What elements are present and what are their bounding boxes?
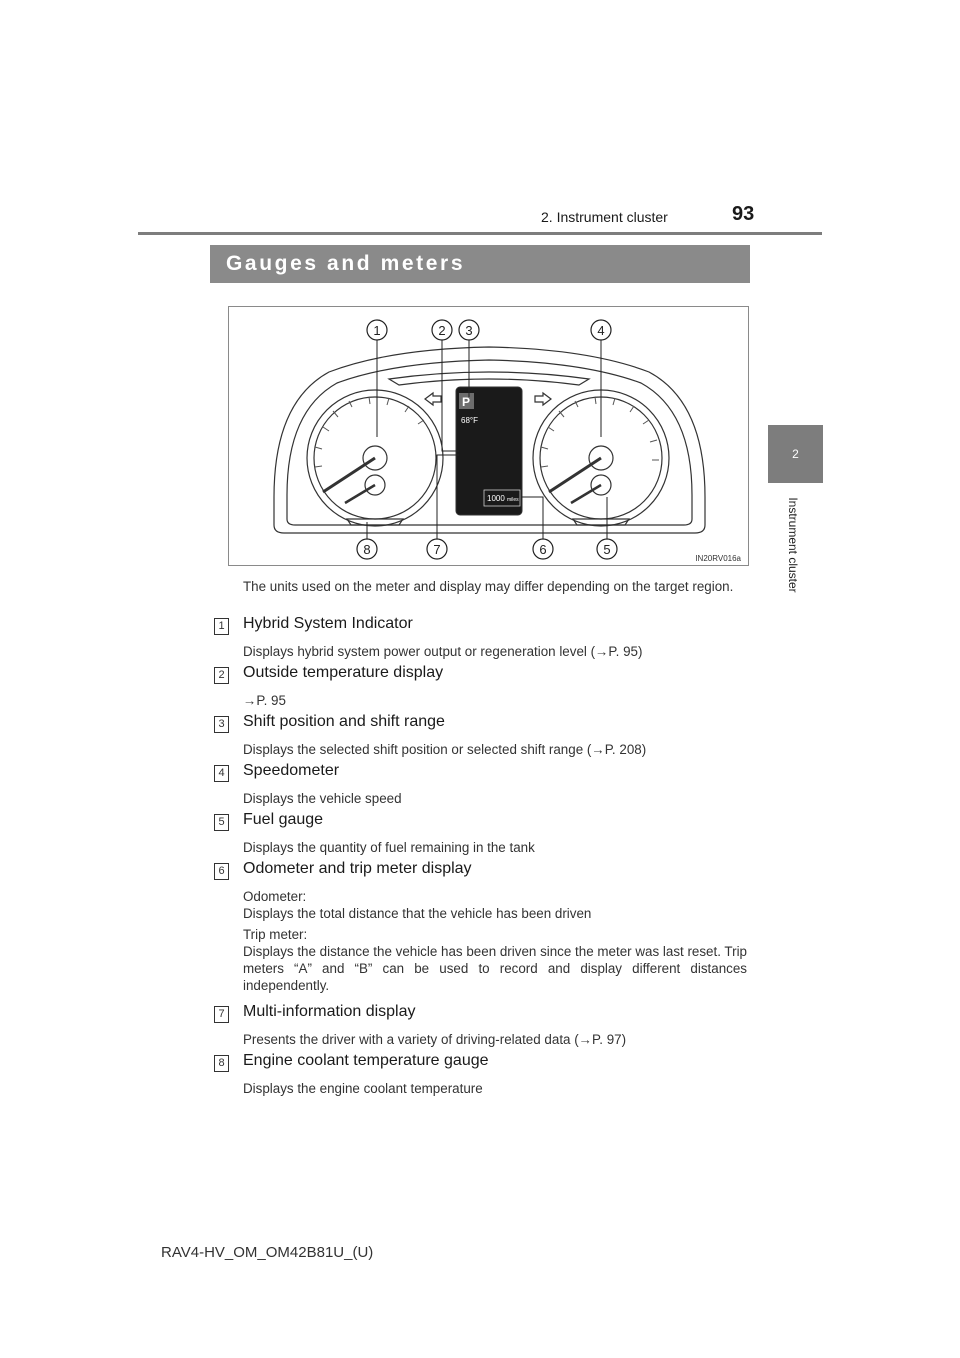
item-description-line: Displays the distance the vehicle has been driven since the meter was last reset. Trip meters “A” and “B” can be used to record and display different distances independently.: [243, 944, 747, 993]
display-odometer-text: 1000: [487, 494, 505, 503]
item-description-line: Displays the engine coolant temperature: [243, 1081, 483, 1096]
item-number-badge: 6: [214, 863, 229, 880]
item-description-line: Odometer:: [243, 889, 307, 904]
item-description: [243, 790, 747, 807]
item-description-line: Presents the driver with a variety of driving-related data (→P. 97): [243, 1032, 627, 1047]
item-title: Odometer and trip meter display: [243, 860, 472, 877]
item-title: Speedometer: [243, 762, 340, 779]
callout-3: 3: [465, 323, 473, 338]
header-rule: [138, 232, 822, 235]
item-description: [243, 643, 747, 660]
item-number-badge: 7: [214, 1006, 229, 1023]
image-code: IN20RV016a: [695, 554, 741, 563]
display-temp-text: 68°F: [461, 416, 478, 425]
item-description-line: Displays the selected shift position or selected shift range (→P. 208): [243, 742, 647, 757]
section-header: 2. Instrument cluster: [541, 209, 668, 225]
callout-6: 6: [539, 542, 547, 557]
item-description-line: Displays hybrid system power output or regeneration level (→P. 95): [243, 644, 643, 659]
item-number-badge: 1: [214, 618, 229, 635]
callout-8: 8: [363, 542, 371, 557]
item-description-line: Trip meter:: [243, 927, 308, 942]
chapter-number: 2: [792, 447, 799, 461]
item-description: [243, 692, 747, 709]
page-number: 93: [732, 203, 755, 225]
item-description: [243, 1080, 747, 1097]
item-description-line: Displays the total distance that the vehicle has been driven: [243, 906, 592, 921]
item-description-line: →P. 95: [243, 693, 286, 708]
display-shift-text: P: [462, 395, 471, 409]
units-note: The units used on the meter and display may differ depending on the target region.: [243, 579, 734, 594]
manual-code: RAV4-HV_OM_OM42B81U_(U): [161, 1244, 374, 1261]
item-number-badge: 4: [214, 765, 229, 782]
item-description: [243, 839, 747, 856]
item-title: Outside temperature display: [243, 664, 444, 681]
item-description: [243, 888, 747, 994]
item-description: [243, 1031, 747, 1048]
item-number-badge: 5: [214, 814, 229, 831]
page-title: Gauges and meters: [226, 252, 466, 275]
item-title: Multi-information display: [243, 1003, 416, 1020]
item-number-badge: 2: [214, 667, 229, 684]
item-description: [243, 741, 747, 758]
item-number-badge: 3: [214, 716, 229, 733]
item-description-line: Displays the vehicle speed: [243, 791, 402, 806]
display-unit-text: miles: [507, 497, 519, 503]
instrument-cluster-figure: [228, 306, 749, 566]
item-title: Fuel gauge: [243, 811, 324, 828]
item-number-badge: 8: [214, 1055, 229, 1072]
callout-1: 1: [373, 323, 381, 338]
item-title: Hybrid System Indicator: [243, 615, 413, 632]
callout-4: 4: [597, 323, 605, 338]
chapter-label: Instrument cluster: [786, 497, 800, 593]
chapter-tab: [768, 425, 823, 483]
cluster-illustration: [229, 307, 748, 565]
title-bar: [210, 245, 750, 283]
item-title: Engine coolant temperature gauge: [243, 1052, 489, 1069]
callout-5: 5: [603, 542, 611, 557]
item-description-line: Displays the quantity of fuel remaining in the tank: [243, 840, 535, 855]
item-title: Shift position and shift range: [243, 713, 445, 730]
callout-2: 2: [438, 323, 446, 338]
callout-7: 7: [433, 542, 441, 557]
